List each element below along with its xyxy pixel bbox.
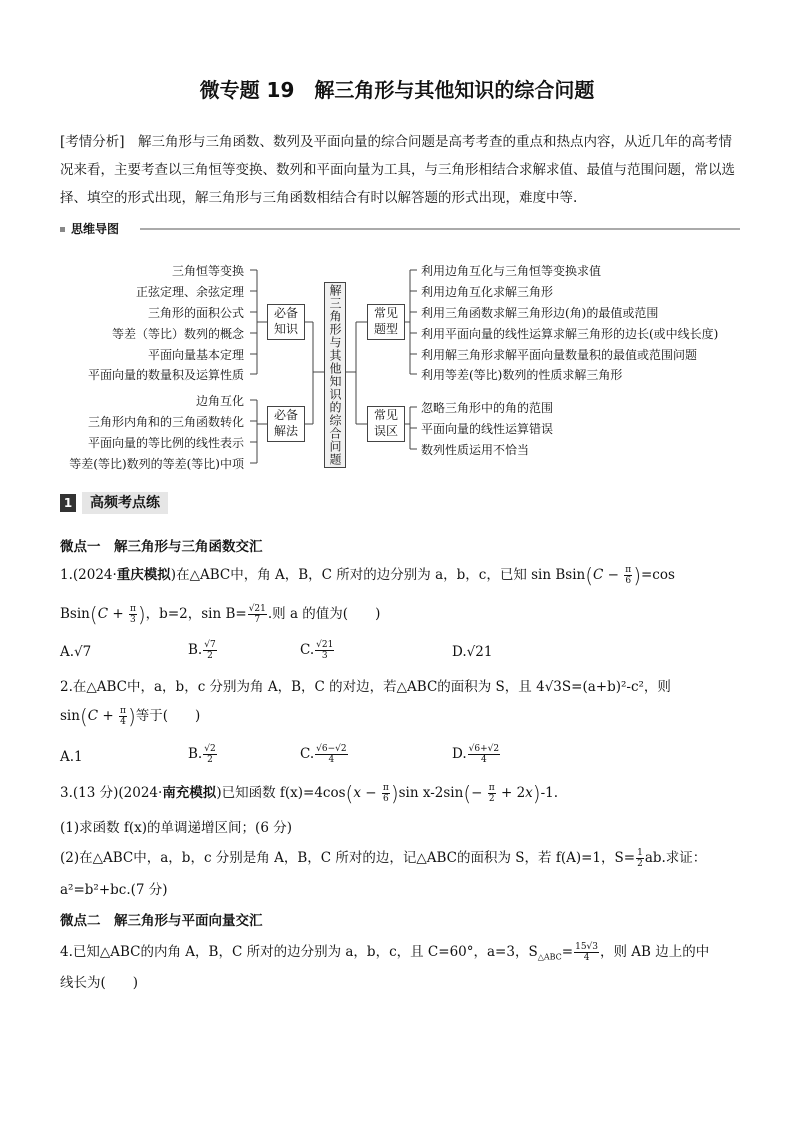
q2-option-d: D. $\frac{√6+√2}{4}$ [452,744,500,765]
q1-option-a: A.√7 [60,644,92,660]
knowledge-item: 平面向量基本定理 [147,348,244,362]
methods-box: 必备 解法 [267,406,305,442]
q2-option-c: C. $\frac{√6-√2}{4}$ [300,744,347,765]
question-1-line-1: 1.(2024·重庆模拟)在△ABC中，角 A，B，C 所对的边分别为 a，b，c，已知 sin Bsin(C − $\frac{\pi}{6}$ )=cos [60,563,675,588]
type-item: 利用边角互化与三角恒等变换求值 [421,264,602,278]
question-2-line-2: sin(C + $\frac{\pi}{4}$ )等于( ) [60,704,201,729]
square-bullet-icon [60,227,65,232]
q2-option-b: B. $\frac{√2}{2}$ [188,744,216,765]
mindmap-heading [60,220,740,238]
q1-option-d: D.√21 [452,644,493,660]
q1-text: =cos [641,567,675,583]
fraction: $\frac{\pi}{6}$ [625,565,632,586]
mindmap-heading-label: 思维导图 [71,222,120,236]
type-item: 利用三角函数求解三角形边(角)的最值或范围 [421,306,659,320]
q3-source: 南充模拟 [162,785,217,801]
q1-text: Bsin [60,606,90,622]
method-item: 等差(等比)数列的等差(等比)中项 [69,457,244,471]
type-item: 利用边角互化求解三角形 [421,285,554,299]
knowledge-item: 等差（等比）数列的概念 [111,327,244,341]
fraction: $\frac{\pi}{3}$ [129,604,136,625]
mistakes-box: 常见 误区 [367,406,405,442]
q1-text: 1.(2024· [60,567,117,583]
section-number: 1 [60,494,76,512]
q2-option-a: A.1 [60,749,83,765]
page-title: 微专题 19 解三角形与其他知识的综合问题 [199,78,595,102]
heading-rule [140,228,740,230]
type-item: 利用平面向量的线性运算求解三角形的边长(或中线长度) [421,327,719,341]
mistake-item: 忽略三角形中的角的范围 [421,401,554,415]
q1-text: .则 a 的值为( ) [267,606,381,622]
section-banner [60,492,178,516]
q1-source: 重庆模拟 [116,567,171,583]
knowledge-item: 平面向量的数量积及运算性质 [87,368,244,382]
section-title: 高频考点练 [82,492,168,514]
question-4-line-1: 4.已知△ABC的内角 A，B，C 所对的边分别为 a，b，c，且 C=60°，a=3，$S_{\triangle ABC}=$ $\frac{15√3}{4}$ ，则 AB 边上的中 [60,942,710,963]
types-box: 常见 题型 [367,304,405,340]
analysis-paragraph: [考情分析] 解三角形与三角函数、数列及平面向量的综合问题是高考考查的重点和热点内容，从近几年的高考情况来看，主要考查以三角恒等变换、数列和平面向量为工具，与三角形相结合求解求值、最值与范围问题，常以选择、填空的形式出现，解三角形与三角函数相结合有时以解答题的形式出现，难度中等. [60,134,735,206]
type-item: 利用等差(等比)数列的性质求解三角形 [421,368,623,382]
method-item: 平面向量的等比例的线性表示 [87,436,244,450]
method-item: 边角互化 [195,394,244,408]
method-item: 三角形内角和的三角函数转化 [87,415,244,429]
mistake-item: 数列性质运用不恰当 [421,443,530,457]
type-item: 利用解三角形求解平面向量数量积的最值或范围问题 [421,348,698,362]
knowledge-item: 三角恒等变换 [171,264,244,278]
question-3-part-2: (2)在△ABC中，a，b，c 分别是角 A，B，C 所对的边，记△ABC的面积为 S，若 f(A)=1，S= $\frac{1}{2}$ ab.求证： [60,848,707,869]
q1-option-c: C. $\frac{√21}{3}$ [300,640,334,661]
subsection-title-2: 微点二 解三角形与平面向量交汇 [60,913,263,929]
q1-text: ，b=2，sin B= [145,606,247,622]
knowledge-box: 必备 知识 [267,304,305,340]
subsection-title-1: 微点一 解三角形与三角函数交汇 [60,539,263,555]
q1-option-b: B. $\frac{√7}{2}$ [188,640,216,661]
q1-text: )在△ABC中，角 A，B，C 所对的边分别为 a，b，c，已知 sin Bsin [170,567,586,583]
center-topic: 解三角形与其他知识的综合问题 [324,282,346,468]
question-3-part-1: (1)求函数 f(x)的单调递增区间；(6 分) [60,820,292,836]
knowledge-item: 三角形的面积公式 [147,306,244,320]
fraction: $\frac{√21}{7}$ [248,604,266,625]
mistake-item: 平面向量的线性运算错误 [421,422,554,436]
mind-map [60,252,740,474]
question-3-line-1: 3.(13 分)(2024·南充模拟)已知函数 f(x)=4cos(x − $\frac{\pi}{6}$ )sin x-2sin(− $\frac{\pi}{2}$ + 2x)-1. [60,781,559,806]
question-1-line-2: Bsin(C + $\frac{\pi}{3}$ )，b=2，sin B= $\frac{√21}{7}$ .则 a 的值为( ) [60,602,381,627]
question-2-line-1: 2.在△ABC中，a，b，c 分别为角 A，B，C 的对边，若△ABC的面积为 S，且 4√3S=(a+b)²-c²，则 [60,679,671,695]
question-3-part-2-cont: a²=b²+bc.(7 分) [60,882,168,898]
question-4-line-2: 线长为( ) [60,975,139,991]
knowledge-item: 正弦定理、余弦定理 [135,285,244,299]
